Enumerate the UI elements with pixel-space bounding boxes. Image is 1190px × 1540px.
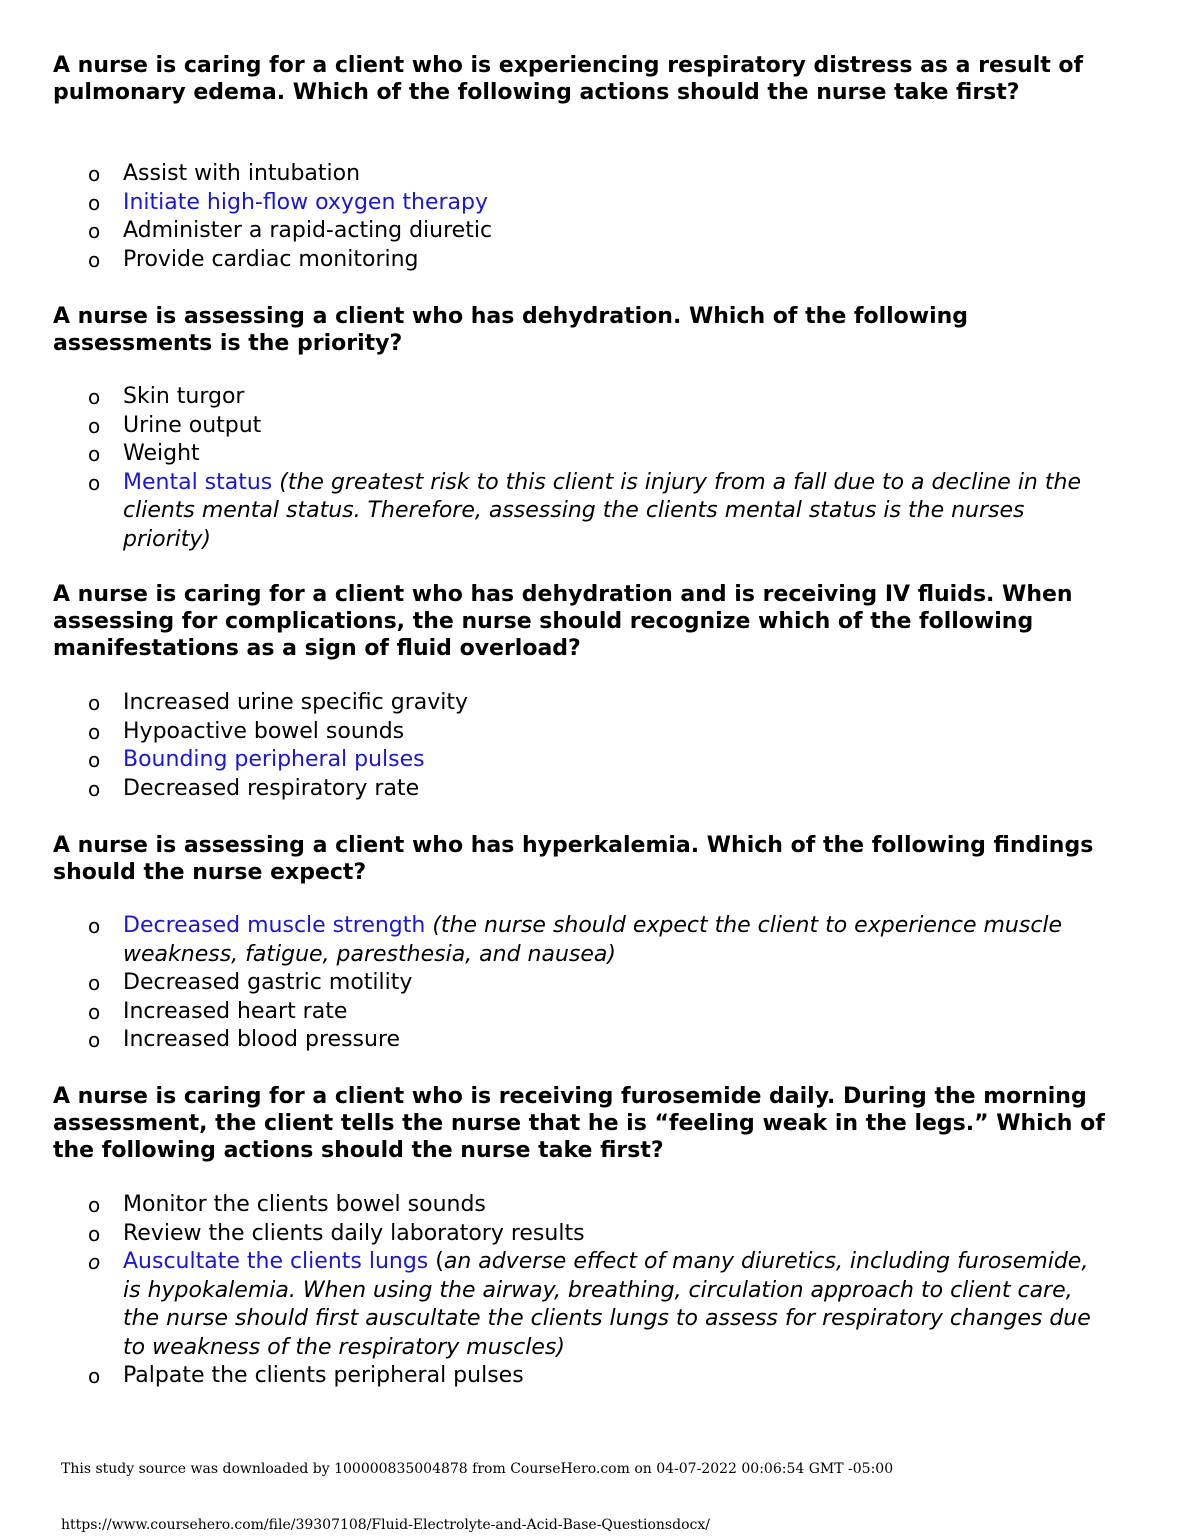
option (88, 689, 1098, 718)
bullet-icon: o (88, 1028, 101, 1052)
option-text: Bounding peripheral pulses (123, 747, 425, 772)
bullet-icon: o (88, 1250, 101, 1274)
question-1-text: A nurse is caring for a client who is experiencing respiratory distress as a result of pulmonary edema. Which of the following actions should the nurse take first? (53, 53, 1084, 105)
option-text: Weight (123, 441, 200, 466)
question-4-options (88, 912, 1098, 1055)
question-5-text: A nurse is caring for a client who is receiving furosemide daily. During the morning assessment, the client tells the nurse that he is “feeling weak in the legs.” Which of the following actions should the nurse take first? (53, 1084, 1105, 1163)
option-text: Increased blood pressure (123, 1027, 401, 1052)
bullet-icon: o (88, 914, 101, 938)
question-4-text: A nurse is assessing a client who has hyperkalemia. Which of the following findings should the nurse expect? (53, 833, 1094, 885)
option-text: Initiate high-flow oxygen therapy (123, 189, 488, 215)
bullet-icon: o (88, 247, 101, 272)
option-correct (88, 912, 1098, 969)
option-text: Hypoactive bowel sounds (123, 718, 405, 744)
option-text: Assist with intubation (123, 161, 361, 186)
option-text: Skin turgor (123, 384, 245, 409)
bullet-icon: o (88, 190, 101, 215)
bullet-icon: o (88, 413, 101, 438)
option (88, 775, 1098, 804)
bullet-icon: o (88, 748, 101, 772)
bullet-icon: o (88, 719, 101, 744)
option-text: Decreased muscle strength (123, 913, 426, 938)
bullet-icon: o (88, 1364, 101, 1388)
option-text: Review the clients daily laboratory results (123, 1220, 585, 1246)
option (88, 1220, 1098, 1249)
bullet-icon: o (88, 470, 101, 495)
option (88, 412, 1098, 441)
option-text: Administer a rapid-acting diuretic (123, 218, 493, 243)
option (88, 1026, 1098, 1055)
bullet-icon: o (88, 971, 101, 995)
option-text: Provide cardiac monitoring (123, 246, 419, 272)
bullet-icon: o (88, 162, 101, 186)
option (88, 160, 1098, 189)
rationale-text: an adverse effect of many diuretics, including furosemide, is hypokalemia. When using the airway, breathing, circulation approach to client care, the nurse should first auscultate the clients lungs to assess for respiratory changes due to weakness of the respiratory muscles) (123, 1249, 1091, 1360)
question-3-options (88, 689, 1098, 803)
option-text: Mental status (123, 469, 273, 495)
question-2-options (88, 383, 1098, 554)
option-correct (88, 469, 1098, 555)
footer-source-line: This study source was downloaded by 100000835004878 from CourseHero.com on 04-07-2022 00:06:54 GMT -05:00 (61, 1461, 894, 1477)
bullet-icon: o (88, 1221, 101, 1246)
question-5-options (88, 1191, 1098, 1391)
option-correct (88, 1248, 1098, 1362)
option-text: Decreased gastric motility (123, 970, 413, 995)
option-text: Decreased respiratory rate (123, 775, 420, 801)
option-text: Increased urine specific gravity (123, 690, 469, 715)
option (88, 998, 1098, 1027)
bullet-icon: o (88, 776, 101, 801)
option (88, 246, 1098, 275)
option-text: Auscultate the clients lungs (123, 1249, 429, 1274)
bullet-icon: o (88, 385, 101, 409)
question-2-text: A nurse is assessing a client who has dehydration. Which of the following assessments is the priority? (53, 304, 969, 356)
bullet-icon: o (88, 691, 101, 715)
question-3-text: A nurse is caring for a client who has dehydration and is receiving IV fluids. When assessing for complications, the nurse should recognize which of the following manifestations as a sign of fluid overload? (53, 582, 1073, 661)
option-text: Increased heart rate (123, 998, 348, 1024)
bullet-icon: o (88, 219, 101, 243)
rationale-text: (the greatest risk to this client is injury from a fall due to a decline in the clients mental status. Therefore, assessing the clients mental status is the nurses priority) (123, 469, 1081, 552)
option (88, 440, 1098, 469)
option-text: Palpate the clients peripheral pulses (123, 1363, 524, 1388)
option (88, 1191, 1098, 1220)
option-correct (88, 746, 1098, 775)
option-text: Urine output (123, 412, 262, 438)
option (88, 1362, 1098, 1391)
rationale-paren: ( (428, 1249, 444, 1274)
bullet-icon: o (88, 999, 101, 1024)
option-correct (88, 189, 1098, 218)
footer-url[interactable]: https://www.coursehero.com/file/39307108/Fluid-Electrolyte-and-Acid-Base-Questionsdocx/ (61, 1517, 710, 1533)
option (88, 383, 1098, 412)
question-1-options (88, 160, 1098, 274)
option (88, 969, 1098, 998)
option (88, 217, 1098, 246)
bullet-icon: o (88, 442, 101, 466)
rationale-text: (the nurse should expect the client to experience muscle weakness, fatigue, paresthesia, and nausea) (123, 913, 1063, 967)
option-text: Monitor the clients bowel sounds (123, 1192, 486, 1217)
bullet-icon: o (88, 1193, 101, 1217)
option (88, 718, 1098, 747)
